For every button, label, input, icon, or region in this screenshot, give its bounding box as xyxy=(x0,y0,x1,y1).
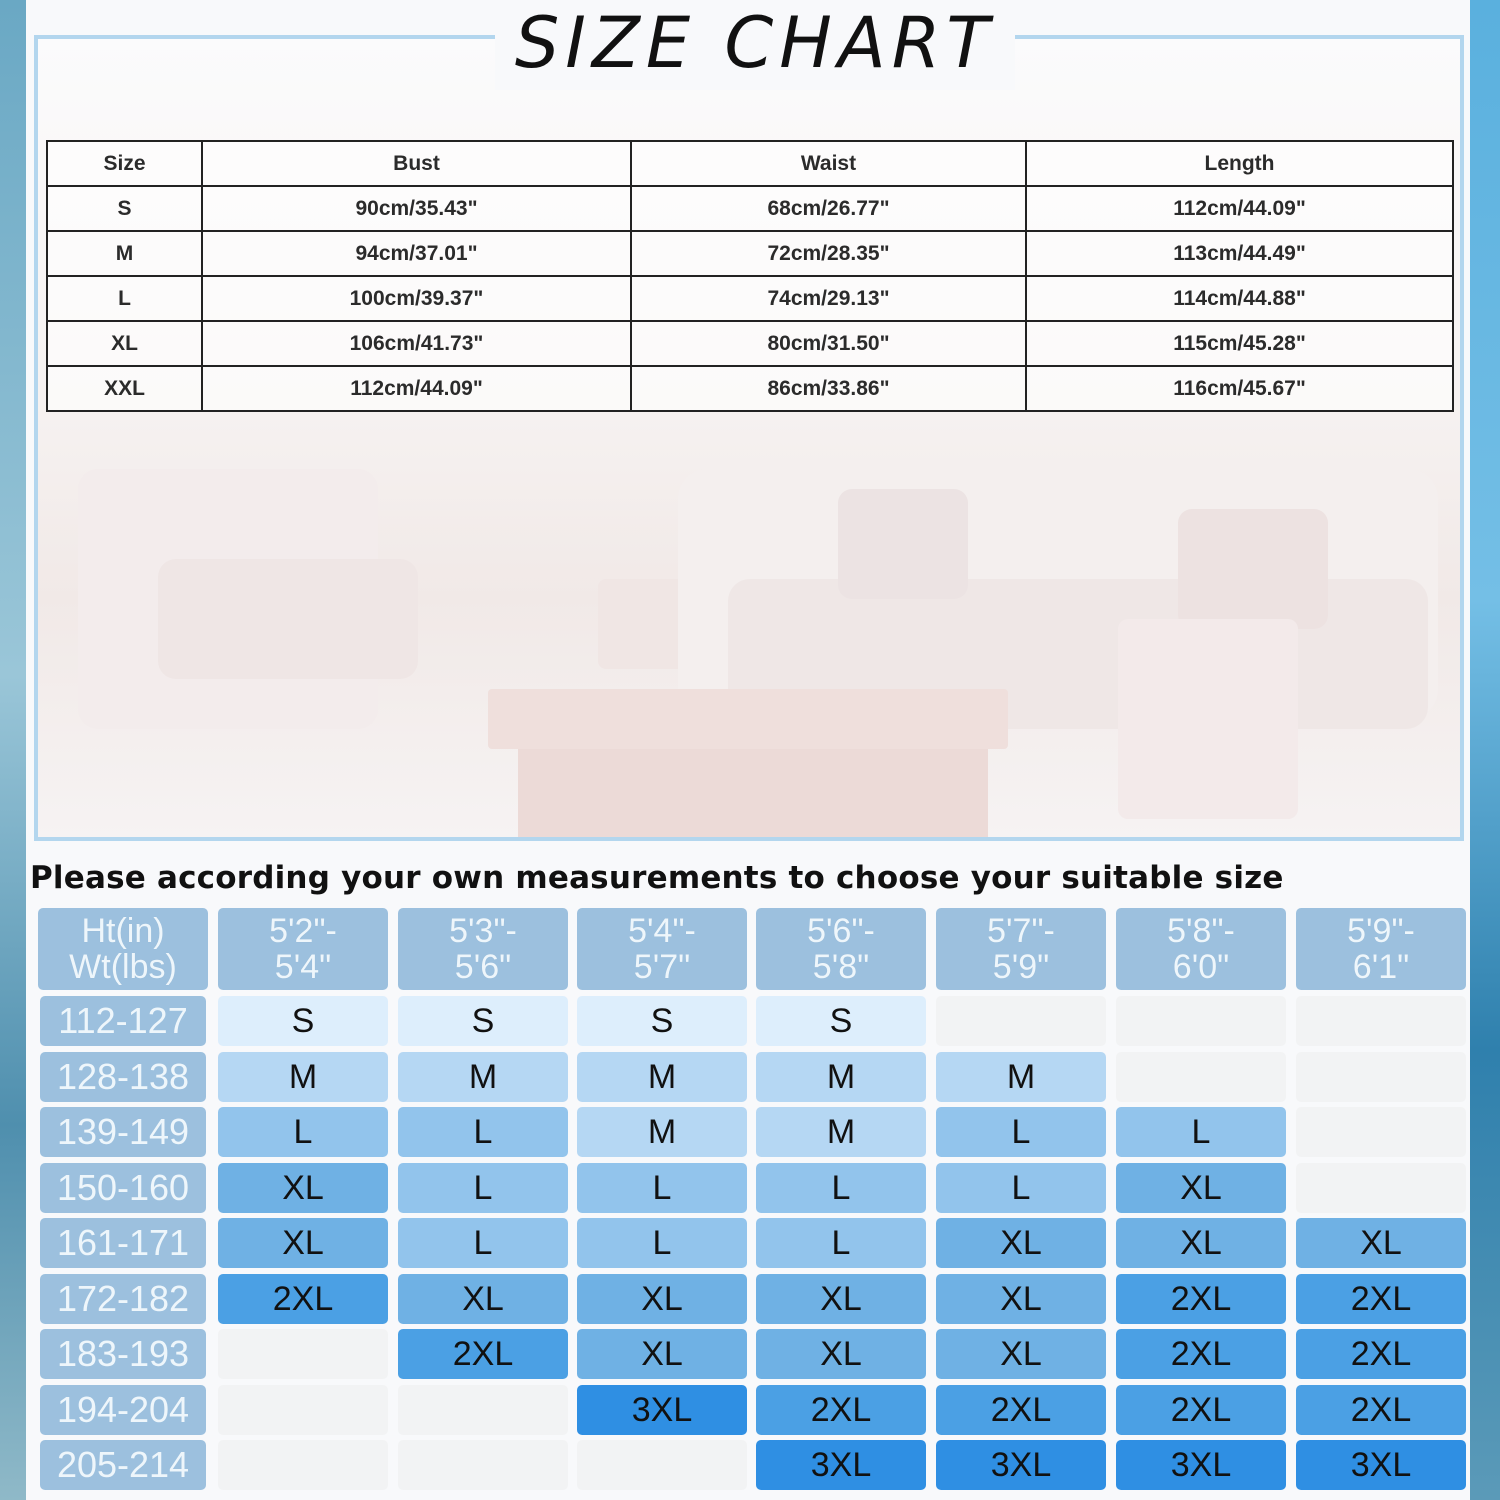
height-header xyxy=(756,908,926,990)
height-from: 5'3"- xyxy=(449,912,517,950)
empty-cell xyxy=(1116,1052,1286,1102)
size-cell: XL xyxy=(577,1329,747,1379)
empty-cell xyxy=(936,996,1106,1046)
weight-header: 150-160 xyxy=(40,1163,206,1213)
header-waist: Waist xyxy=(631,141,1026,186)
size-cell: L xyxy=(577,1163,747,1213)
measurement-row xyxy=(47,276,1453,321)
size-cell: L xyxy=(936,1163,1106,1213)
length-cell: 113cm/44.49" xyxy=(1026,231,1453,276)
weight-header: 205-214 xyxy=(40,1440,206,1490)
size-cell: XL xyxy=(218,1218,388,1268)
weight-header: 139-149 xyxy=(40,1107,206,1157)
height-from: 5'4"- xyxy=(628,912,696,950)
length-cell: 115cm/45.28" xyxy=(1026,321,1453,366)
size-cell: XL xyxy=(218,1163,388,1213)
size-cell: L xyxy=(398,1218,568,1268)
empty-cell xyxy=(218,1385,388,1435)
height-header xyxy=(577,908,747,990)
header-length: Length xyxy=(1026,141,1453,186)
weight-header: 112-127 xyxy=(40,996,206,1046)
size-cell: XL xyxy=(756,1274,926,1324)
height-from: 5'9"- xyxy=(1347,912,1415,950)
measurement-table xyxy=(46,140,1454,412)
height-to: 5'8" xyxy=(812,948,870,986)
empty-cell xyxy=(1296,996,1466,1046)
size-cell: 2XL xyxy=(1296,1274,1466,1324)
measurement-header-row xyxy=(47,141,1453,186)
height-to: 5'6" xyxy=(454,948,512,986)
length-cell: 116cm/45.67" xyxy=(1026,366,1453,411)
size-cell: XL xyxy=(756,1329,926,1379)
size-cell: M xyxy=(756,1052,926,1102)
height-header xyxy=(398,908,568,990)
size-cell: 3XL xyxy=(1296,1440,1466,1490)
length-cell: 112cm/44.09" xyxy=(1026,186,1453,231)
size-cell: 2XL xyxy=(218,1274,388,1324)
corner-height-label: Ht(in) xyxy=(81,912,165,950)
length-cell: 114cm/44.88" xyxy=(1026,276,1453,321)
height-from: 5'6"- xyxy=(807,912,875,950)
measurement-row xyxy=(47,186,1453,231)
waist-cell: 68cm/26.77" xyxy=(631,186,1026,231)
size-cell: 3XL xyxy=(577,1385,747,1435)
measurement-row xyxy=(47,366,1453,411)
bust-cell: 112cm/44.09" xyxy=(202,366,631,411)
size-cell: XL xyxy=(936,1329,1106,1379)
left-background-strip xyxy=(0,0,26,1500)
size-cell: M xyxy=(218,1052,388,1102)
size-cell: M xyxy=(398,1052,568,1102)
height-from: 5'8"- xyxy=(1167,912,1235,950)
empty-cell xyxy=(1296,1052,1466,1102)
height-header xyxy=(1296,908,1466,990)
header-size: Size xyxy=(47,141,202,186)
size-cell: L xyxy=(47,276,202,321)
size-cell: M xyxy=(756,1107,926,1157)
size-cell: 2XL xyxy=(756,1385,926,1435)
size-cell: 3XL xyxy=(756,1440,926,1490)
corner-header xyxy=(38,908,208,990)
height-header xyxy=(936,908,1106,990)
empty-cell xyxy=(398,1440,568,1490)
empty-cell xyxy=(218,1329,388,1379)
measurement-row xyxy=(47,231,1453,276)
height-from: 5'7"- xyxy=(987,912,1055,950)
size-cell: L xyxy=(218,1107,388,1157)
size-cell: 2XL xyxy=(1116,1274,1286,1324)
size-cell: S xyxy=(756,996,926,1046)
empty-cell xyxy=(1116,996,1286,1046)
size-cell: L xyxy=(398,1163,568,1213)
size-cell: S xyxy=(577,996,747,1046)
size-cell: XL xyxy=(1116,1163,1286,1213)
waist-cell: 74cm/29.13" xyxy=(631,276,1026,321)
size-cell: XL xyxy=(577,1274,747,1324)
size-cell: 3XL xyxy=(1116,1440,1286,1490)
size-cell: S xyxy=(47,186,202,231)
empty-cell xyxy=(577,1440,747,1490)
waist-cell: 86cm/33.86" xyxy=(631,366,1026,411)
page-title: SIZE CHART xyxy=(514,2,996,84)
empty-cell xyxy=(1296,1107,1466,1157)
size-instruction: Please according your own measurements to choose your suitable size xyxy=(30,860,1284,896)
weight-header: 172-182 xyxy=(40,1274,206,1324)
size-cell: 3XL xyxy=(936,1440,1106,1490)
height-to: 6'0" xyxy=(1172,948,1230,986)
weight-header: 161-171 xyxy=(40,1218,206,1268)
size-cell: L xyxy=(936,1107,1106,1157)
size-cell: 2XL xyxy=(1116,1385,1286,1435)
size-cell: S xyxy=(218,996,388,1046)
size-cell: S xyxy=(398,996,568,1046)
corner-weight-label: Wt(lbs) xyxy=(69,948,177,986)
size-cell: XL xyxy=(47,321,202,366)
size-cell: XL xyxy=(398,1274,568,1324)
size-cell: L xyxy=(1116,1107,1286,1157)
bust-cell: 100cm/39.37" xyxy=(202,276,631,321)
waist-cell: 72cm/28.35" xyxy=(631,231,1026,276)
size-cell: 2XL xyxy=(936,1385,1106,1435)
empty-cell xyxy=(218,1440,388,1490)
bust-cell: 106cm/41.73" xyxy=(202,321,631,366)
size-cell: L xyxy=(756,1218,926,1268)
size-cell: M xyxy=(936,1052,1106,1102)
weight-header: 183-193 xyxy=(40,1329,206,1379)
bust-cell: 94cm/37.01" xyxy=(202,231,631,276)
size-cell: 2XL xyxy=(1116,1329,1286,1379)
waist-cell: 80cm/31.50" xyxy=(631,321,1026,366)
size-cell: XXL xyxy=(47,366,202,411)
size-cell: M xyxy=(47,231,202,276)
height-to: 5'4" xyxy=(274,948,332,986)
size-cell: M xyxy=(577,1107,747,1157)
size-cell: L xyxy=(398,1107,568,1157)
size-cell: XL xyxy=(1116,1218,1286,1268)
size-cell: M xyxy=(577,1052,747,1102)
measurement-row xyxy=(47,321,1453,366)
size-cell: XL xyxy=(936,1274,1106,1324)
size-cell: XL xyxy=(1296,1218,1466,1268)
empty-cell xyxy=(398,1385,568,1435)
size-cell: 2XL xyxy=(1296,1329,1466,1379)
weight-header: 194-204 xyxy=(40,1385,206,1435)
size-cell: L xyxy=(577,1218,747,1268)
size-cell: 2XL xyxy=(1296,1385,1466,1435)
header-bust: Bust xyxy=(202,141,631,186)
empty-cell xyxy=(1296,1163,1466,1213)
height-to: 5'9" xyxy=(992,948,1050,986)
height-header xyxy=(218,908,388,990)
height-to: 5'7" xyxy=(633,948,691,986)
height-from: 5'2"- xyxy=(269,912,337,950)
size-cell: 2XL xyxy=(398,1329,568,1379)
height-to: 6'1" xyxy=(1352,948,1410,986)
size-cell: XL xyxy=(936,1218,1106,1268)
weight-header: 128-138 xyxy=(40,1052,206,1102)
size-cell: L xyxy=(756,1163,926,1213)
bust-cell: 90cm/35.43" xyxy=(202,186,631,231)
right-background-strip xyxy=(1470,0,1500,1500)
height-header xyxy=(1116,908,1286,990)
